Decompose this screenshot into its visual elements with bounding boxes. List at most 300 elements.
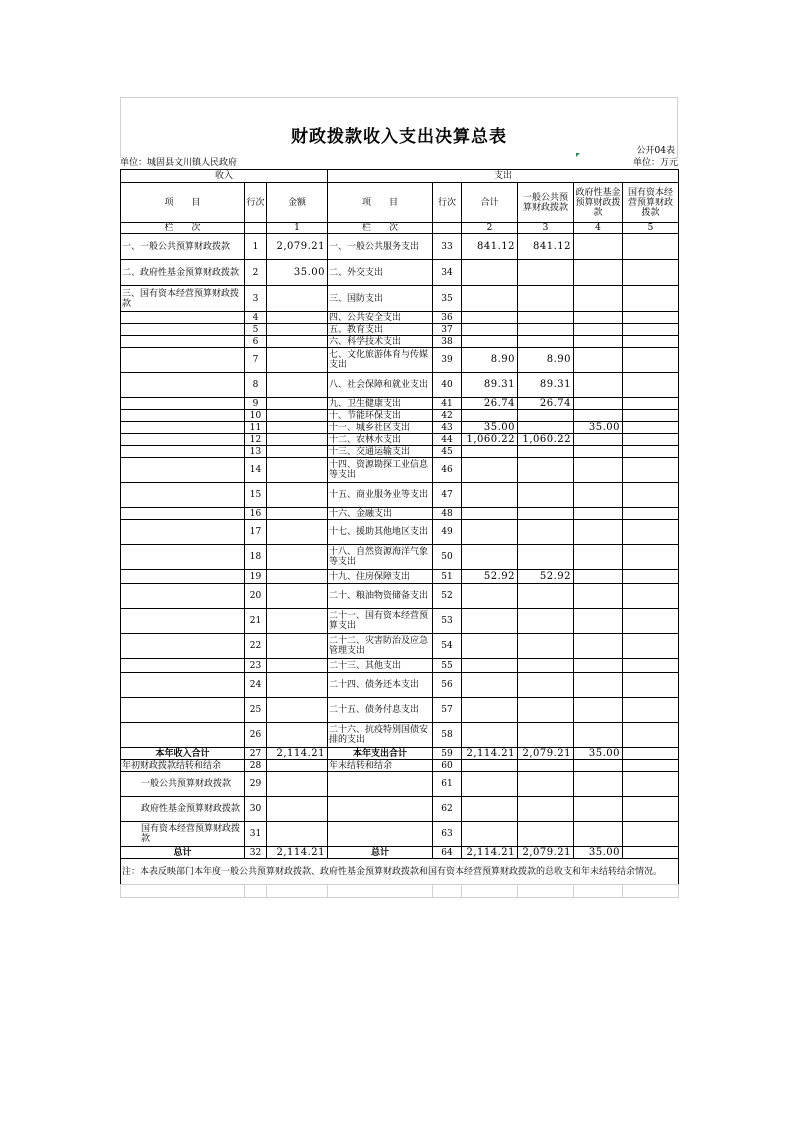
table-row [121, 584, 679, 609]
expense-fund [574, 446, 623, 458]
blank-cell [518, 885, 574, 898]
income-line-no: 23 [245, 659, 267, 673]
expense-line-no: 36 [433, 312, 462, 324]
income-item [121, 723, 245, 748]
income-amount [267, 410, 328, 422]
grand-total-right-state-capital [623, 847, 679, 859]
table-row [121, 422, 679, 434]
expense-state-capital [623, 373, 679, 398]
expense-state-capital [623, 723, 679, 748]
carryover-expense-line-no: 60 [433, 760, 462, 772]
expense-total: 35.00 [462, 422, 518, 434]
expense-item: 二十、粮油物资储备支出 [328, 584, 433, 609]
income-line-no: 4 [245, 312, 267, 324]
income-item [121, 545, 245, 570]
expense-fund: 35.00 [574, 422, 623, 434]
expense-fund [574, 434, 623, 446]
expense-line-no: 45 [433, 446, 462, 458]
income-total-line-no: 27 [245, 748, 267, 760]
carryover-state-capital [623, 797, 679, 822]
income-line-no: 10 [245, 410, 267, 422]
expense-total-fund: 35.00 [574, 748, 623, 760]
income-amount [267, 458, 328, 483]
expense-total [462, 312, 518, 324]
carryover-fund [574, 797, 623, 822]
expense-total: 1,060.22 [462, 434, 518, 446]
expense-fund [574, 508, 623, 520]
blank-cell [462, 885, 518, 898]
carryover-income-amount [267, 797, 328, 822]
carryover-income-item: 国有资本经营预算财政拨款 [121, 822, 245, 847]
table-row [121, 336, 679, 348]
carryover-general [518, 822, 574, 847]
income-line-no: 16 [245, 508, 267, 520]
expense-line-no: 55 [433, 659, 462, 673]
grand-total-right-fund: 35.00 [574, 847, 623, 859]
income-line-no: 1 [245, 234, 267, 260]
expense-item: 十七、援助其他地区支出 [328, 520, 433, 545]
expense-total: 52.92 [462, 570, 518, 584]
expense-line-no: 49 [433, 520, 462, 545]
table-row [121, 698, 679, 723]
expense-total [462, 545, 518, 570]
expense-total [462, 609, 518, 634]
expense-general [518, 520, 574, 545]
income-amount [267, 584, 328, 609]
expense-general: 52.92 [518, 570, 574, 584]
expense-general [518, 446, 574, 458]
expense-item: 二十三、其他支出 [328, 659, 433, 673]
expense-state-capital [623, 336, 679, 348]
column-header-row [121, 183, 679, 223]
carryover-fund [574, 772, 623, 797]
expense-general [518, 422, 574, 434]
income-line-no: 17 [245, 520, 267, 545]
expense-state-capital [623, 508, 679, 520]
income-item: 二、政府性基金预算财政拨款 [121, 260, 245, 286]
income-amount: 2,079.21 [267, 234, 328, 260]
expense-general [518, 410, 574, 422]
expense-total-label: 本年支出合计 [328, 748, 433, 760]
table-row [121, 234, 679, 260]
expense-fund [574, 336, 623, 348]
carryover-row [121, 822, 679, 847]
expense-state-capital [623, 324, 679, 336]
expense-state-capital [623, 410, 679, 422]
income-total-label: 本年收入合计 [121, 748, 245, 760]
expense-line-no: 42 [433, 410, 462, 422]
income-amount [267, 634, 328, 659]
income-line-no: 7 [245, 348, 267, 373]
expense-fund [574, 584, 623, 609]
expense-state-capital [623, 434, 679, 446]
carryover-fund [574, 760, 623, 772]
income-header: 收入 [121, 170, 328, 183]
expense-state-capital [623, 584, 679, 609]
table-row [121, 348, 679, 373]
expense-line-no: 38 [433, 336, 462, 348]
carryover-fund [574, 822, 623, 847]
expense-line-no: 53 [433, 609, 462, 634]
income-amount [267, 723, 328, 748]
blank-cell [245, 223, 267, 234]
expense-line-no: 46 [433, 458, 462, 483]
expense-state-capital [623, 673, 679, 698]
table-row [121, 410, 679, 422]
expense-state-capital [623, 398, 679, 410]
expense-state-capital [623, 545, 679, 570]
income-item: 一、一般公共预算财政拨款 [121, 234, 245, 260]
expense-fund [574, 260, 623, 286]
carryover-state-capital [623, 772, 679, 797]
column-number-4: 4 [574, 223, 623, 234]
carryover-row [121, 797, 679, 822]
income-line-no: 19 [245, 570, 267, 584]
expense-item: 二十五、债务付息支出 [328, 698, 433, 723]
carryover-income-item: 一般公共预算财政拨款 [121, 772, 245, 797]
carryover-expense-item [328, 797, 433, 822]
income-line-no: 26 [245, 723, 267, 748]
income-line-no: 13 [245, 446, 267, 458]
expense-state-capital [623, 659, 679, 673]
table-row [121, 570, 679, 584]
expense-total [462, 584, 518, 609]
expense-item: 二十四、债务还本支出 [328, 673, 433, 698]
expense-line-no: 47 [433, 483, 462, 508]
carryover-total [462, 772, 518, 797]
carryover-row [121, 772, 679, 797]
expense-item: 十四、资源勘探工业信息等支出 [328, 458, 433, 483]
income-item [121, 422, 245, 434]
expense-item: 一、一般公共服务支出 [328, 234, 433, 260]
income-amount [267, 312, 328, 324]
income-item [121, 508, 245, 520]
annual-total-row [121, 748, 679, 760]
expense-general: 841.12 [518, 234, 574, 260]
income-line-no: 5 [245, 324, 267, 336]
carryover-total [462, 822, 518, 847]
column-number-label: 栏 次 [121, 223, 245, 234]
expense-fund [574, 286, 623, 312]
income-line-no: 20 [245, 584, 267, 609]
carryover-expense-item [328, 822, 433, 847]
expense-state-capital [623, 312, 679, 324]
expense-line-no: 33 [433, 234, 462, 260]
grand-total-right-line-no: 64 [433, 847, 462, 859]
income-item: 三、国有资本经营预算财政拨款 [121, 286, 245, 312]
expense-fund [574, 609, 623, 634]
table-row [121, 446, 679, 458]
expense-total-line-no: 59 [433, 748, 462, 760]
column-number-row [121, 223, 679, 234]
carryover-income-item: 年初财政拨款结转和结余 [121, 760, 245, 772]
grand-total-left-label: 总计 [121, 847, 245, 859]
expense-line-no: 48 [433, 508, 462, 520]
expense-state-capital [623, 520, 679, 545]
expense-state-capital [623, 422, 679, 434]
column-number-5: 5 [623, 223, 679, 234]
currency-unit: 单位：万元 [632, 158, 678, 168]
expense-state-capital [623, 286, 679, 312]
income-item [121, 520, 245, 545]
income-amount [267, 545, 328, 570]
expense-total [462, 260, 518, 286]
expense-state-capital [623, 446, 679, 458]
expense-total [462, 673, 518, 698]
expense-line-no: 40 [433, 373, 462, 398]
carryover-general [518, 797, 574, 822]
carryover-income-amount [267, 772, 328, 797]
expense-line-no: 44 [433, 434, 462, 446]
expense-item: 二十二、灾害防治及应急管理支出 [328, 634, 433, 659]
expense-total [462, 324, 518, 336]
expense-line-no: 56 [433, 673, 462, 698]
income-item [121, 398, 245, 410]
table-row [121, 634, 679, 659]
expense-total [462, 458, 518, 483]
table-row [121, 286, 679, 312]
income-line-no: 6 [245, 336, 267, 348]
expense-fund [574, 659, 623, 673]
expense-item: 十二、农林水支出 [328, 434, 433, 446]
expense-line-no: 39 [433, 348, 462, 373]
title-row [120, 123, 678, 145]
expense-item-header: 项 目 [328, 183, 433, 223]
carryover-expense-line-no: 63 [433, 822, 462, 847]
income-item [121, 312, 245, 324]
expense-item: 六、科学技术支出 [328, 336, 433, 348]
expense-item: 十五、商业服务业等支出 [328, 483, 433, 508]
expense-item: 十、节能环保支出 [328, 410, 433, 422]
expense-general [518, 723, 574, 748]
report-title: 财政拨款收入支出决算总表 [291, 126, 507, 147]
expense-state-capital [623, 609, 679, 634]
income-amount [267, 434, 328, 446]
income-amount: 35.00 [267, 260, 328, 286]
grand-total-left-amount: 2,114.21 [267, 847, 328, 859]
carryover-expense-line-no: 61 [433, 772, 462, 797]
grand-total-right-general: 2,079.21 [518, 847, 574, 859]
expense-line-no: 51 [433, 570, 462, 584]
income-amount [267, 698, 328, 723]
expense-fund [574, 673, 623, 698]
carryover-income-item: 政府性基金预算财政拨款 [121, 797, 245, 822]
expense-line-no: 41 [433, 398, 462, 410]
expense-item: 十九、住房保障支出 [328, 570, 433, 584]
expense-fund [574, 570, 623, 584]
expense-item: 十六、金融支出 [328, 508, 433, 520]
form-code: 公开04表 [120, 145, 678, 158]
expense-item: 七、文化旅游体育与传媒支出 [328, 348, 433, 373]
expense-general [518, 508, 574, 520]
table-row [121, 260, 679, 286]
income-line-no: 15 [245, 483, 267, 508]
income-item [121, 584, 245, 609]
income-amount [267, 286, 328, 312]
expense-total [462, 286, 518, 312]
expense-general [518, 336, 574, 348]
expense-item: 十八、自然资源海洋气象等支出 [328, 545, 433, 570]
expense-line-no: 50 [433, 545, 462, 570]
expense-general: 8.90 [518, 348, 574, 373]
grand-total-row [121, 847, 679, 859]
expense-item: 五、教育支出 [328, 324, 433, 336]
income-amount [267, 446, 328, 458]
expense-line-no: 58 [433, 723, 462, 748]
expense-general [518, 634, 574, 659]
income-line-no: 18 [245, 545, 267, 570]
grand-total-right-total: 2,114.21 [462, 847, 518, 859]
income-amount [267, 398, 328, 410]
table-row [121, 520, 679, 545]
income-item [121, 434, 245, 446]
expense-general [518, 698, 574, 723]
gov-fund-header: 政府性基金预算财政拨款 [574, 183, 623, 223]
expense-total [462, 698, 518, 723]
expense-fund [574, 698, 623, 723]
income-line-no: 2 [245, 260, 267, 286]
expense-fund [574, 373, 623, 398]
expense-total [462, 659, 518, 673]
expense-general [518, 324, 574, 336]
expense-total: 841.12 [462, 234, 518, 260]
expense-total [462, 336, 518, 348]
income-item [121, 458, 245, 483]
grand-total-right-label: 总计 [328, 847, 433, 859]
expense-line-no: 37 [433, 324, 462, 336]
expense-general [518, 286, 574, 312]
income-item [121, 324, 245, 336]
blank-cell [623, 885, 679, 898]
expense-total [462, 410, 518, 422]
income-amount [267, 422, 328, 434]
expense-item: 八、社会保障和就业支出 [328, 373, 433, 398]
carryover-general [518, 760, 574, 772]
blank-cell [574, 885, 623, 898]
blank-cell [245, 885, 267, 898]
income-amount [267, 348, 328, 373]
table-row [121, 324, 679, 336]
expense-general [518, 545, 574, 570]
expense-fund [574, 348, 623, 373]
expense-line-no: 35 [433, 286, 462, 312]
blank-cell [433, 223, 462, 234]
carryover-income-amount [267, 760, 328, 772]
expense-item: 二、外交支出 [328, 260, 433, 286]
blank-cell [328, 885, 433, 898]
table-row [121, 312, 679, 324]
table-row [121, 434, 679, 446]
section-header-row [121, 170, 679, 183]
expense-state-capital [623, 570, 679, 584]
income-amount [267, 570, 328, 584]
income-item [121, 446, 245, 458]
expense-general [518, 659, 574, 673]
column-number-3: 3 [518, 223, 574, 234]
column-number-1: 1 [267, 223, 328, 234]
table-row [121, 373, 679, 398]
expense-line-no: 54 [433, 634, 462, 659]
expense-total [462, 446, 518, 458]
income-line-no: 22 [245, 634, 267, 659]
expense-fund [574, 723, 623, 748]
income-item [121, 336, 245, 348]
income-line-no: 12 [245, 434, 267, 446]
expense-fund [574, 520, 623, 545]
income-item [121, 609, 245, 634]
sheet-top-blank [120, 97, 678, 123]
carryover-income-line-no: 29 [245, 772, 267, 797]
table-note: 注：本表反映部门本年度一般公共预算财政拨款、政府性基金预算财政拨款和国有资本经营预算财政拨款的总收支和年末结转结余情况。 [121, 859, 679, 885]
expense-item: 四、公共安全支出 [328, 312, 433, 324]
carryover-total [462, 760, 518, 772]
income-amount [267, 673, 328, 698]
income-amount [267, 609, 328, 634]
expense-line-no: 43 [433, 422, 462, 434]
income-line-no: 9 [245, 398, 267, 410]
expense-fund [574, 312, 623, 324]
income-item [121, 348, 245, 373]
expense-fund [574, 324, 623, 336]
income-line-no: 11 [245, 422, 267, 434]
table-row [121, 508, 679, 520]
expense-item: 十一、城乡社区支出 [328, 422, 433, 434]
carryover-total [462, 797, 518, 822]
expense-general [518, 483, 574, 508]
income-amount-header: 金额 [267, 183, 328, 223]
expense-item: 三、国防支出 [328, 286, 433, 312]
expense-header: 支出 [328, 170, 679, 183]
income-item [121, 483, 245, 508]
carryover-income-line-no: 30 [245, 797, 267, 822]
income-line-no: 24 [245, 673, 267, 698]
income-line-header: 行次 [245, 183, 267, 223]
expense-general: 89.31 [518, 373, 574, 398]
expense-state-capital [623, 348, 679, 373]
grand-total-left-line-no: 32 [245, 847, 267, 859]
expense-total [462, 634, 518, 659]
carryover-expense-line-no: 62 [433, 797, 462, 822]
expense-general [518, 609, 574, 634]
income-amount [267, 483, 328, 508]
carryover-general [518, 772, 574, 797]
expense-total: 26.74 [462, 398, 518, 410]
table-row [121, 609, 679, 634]
income-amount [267, 324, 328, 336]
expense-general [518, 312, 574, 324]
expense-total-amount: 2,114.21 [462, 748, 518, 760]
table-row [121, 659, 679, 673]
table-row [121, 398, 679, 410]
expense-total-general: 2,079.21 [518, 748, 574, 760]
expense-state-capital [623, 234, 679, 260]
note-row [121, 859, 679, 885]
income-total-amount: 2,114.21 [267, 748, 328, 760]
general-budget-header: 一般公共预算财政拨款 [518, 183, 574, 223]
expense-state-capital [623, 698, 679, 723]
blank-cell [121, 885, 245, 898]
income-amount [267, 508, 328, 520]
table-row [121, 483, 679, 508]
expense-line-no: 57 [433, 698, 462, 723]
expense-total-state-capital [623, 748, 679, 760]
expense-total [462, 520, 518, 545]
expense-general [518, 458, 574, 483]
carryover-income-amount [267, 822, 328, 847]
carryover-state-capital [623, 760, 679, 772]
column-number-label-right: 栏 次 [328, 223, 433, 234]
expense-fund [574, 458, 623, 483]
